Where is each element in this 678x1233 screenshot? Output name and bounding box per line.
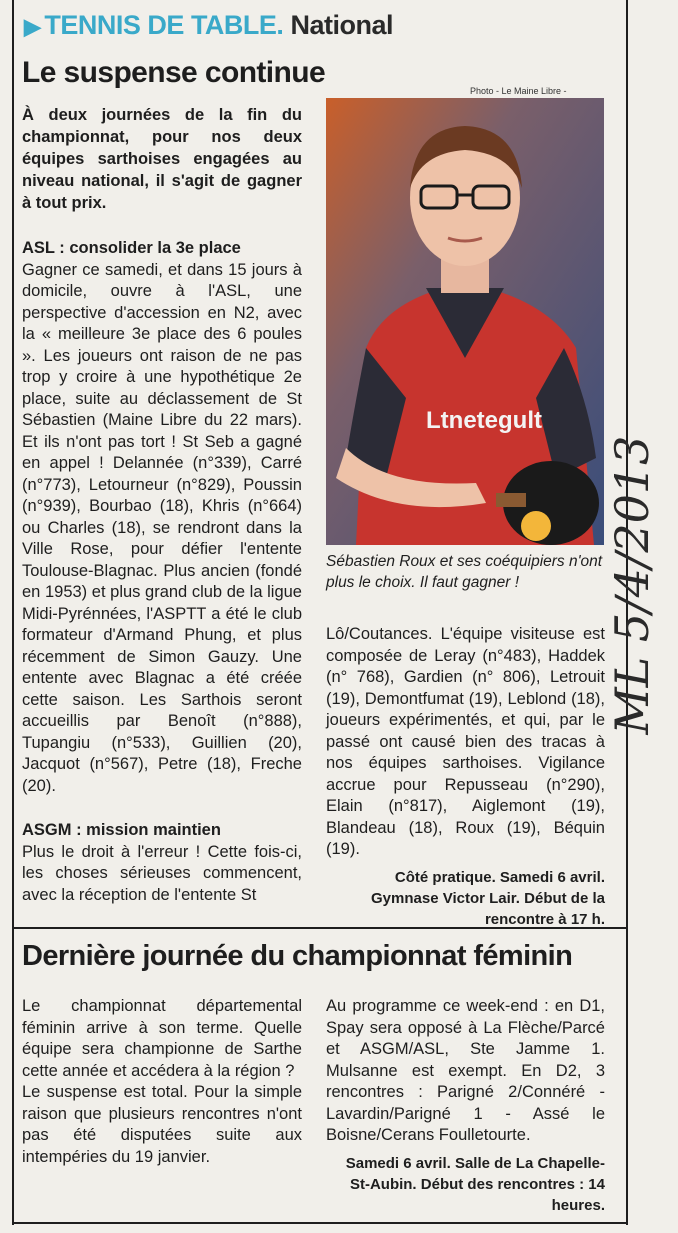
asl-body: Gagner ce samedi, et dans 15 jours à domicile, ouvre à l'ASL, une perspective d'accession en N2, avec la « meilleure 3e place des 6 poules ». Les joueurs ont raison de ne pas trop y croire à une hypothétique 2e place, suite au déclassement de St Sébastien (Maine Libre du 22 mars). Et ils n'ont pas tort ! St Seb a gagné en appel ! Delannée (n°339), Carré (n°773), Letourneur (n°829), Poussin (n°939), Bourbao (18), Khris (n°664) ou Charles (18), se rendront dans la Ville Rose, pour défier l'entente Toulouse-Blagnac. Plus ancien (fondé en 1953) et plus grand club de la ligue Midi-Pyrénnées, l'ASPTT a été le club formateur d'Armand Phung, et plus récemment de Simon Gauzy. Une entente avec Blagnac a été créée cette saison. Les Sarthois seront accueillis par Benoît (n°888), Tupangiu (n°533), Guillien (20), Jacquot (n°567), Petre (18), Freche (20). (22, 260, 302, 795)
photo-credit: Photo - Le Maine Libre - (470, 86, 567, 96)
feminin-right-column (326, 996, 605, 1216)
section-kicker (24, 10, 393, 41)
article-headline: Le suspense continue (22, 56, 326, 89)
asgm-section (22, 820, 302, 906)
shirt-sponsor-text: Ltnetegult (426, 407, 542, 434)
right-column-body: Lô/Coutances. L'équipe visiteuse est composée de Leray (n°483), Haddek (n° 768), Gardien (n° 806), Letrouit (19), Demontfumat (19), Leblond (18), joueurs expérimentés, et qui, par le passé ont causé bien des tracas à nos équipes sarthoises. Vigilance accrue pour Repusseau (n°290), Elain (n°817), Aiglemont (19), Blandeau (18), Roux (19), Béquin (19). (326, 625, 605, 858)
section-title: TENNIS DE TABLE. (44, 10, 284, 40)
player-photo (326, 98, 604, 545)
feminin-left-para2: Le suspense est total. Pour la simple raison que plusieurs rencontres n'ont pas été disputées suite aux intempéries du 19 janvier. (22, 1083, 302, 1166)
right-column (326, 624, 605, 930)
section-divider (14, 927, 628, 929)
article-lead: À deux journées de la fin du championnat, pour nos deux équipes sarthoises engagées au niveau national, il s'agit de gagner à tout prix. (22, 106, 302, 212)
feminin-left-para1: Le championnat départemental féminin arrive à son terme. Quelle équipe sera championne de Sarthe cette année et accédera à la région ? (22, 997, 302, 1080)
triangle-icon: ▶ (24, 14, 41, 39)
feminin-right-body: Au programme ce week-end : en D1, Spay sera opposé à La Flèche/Parcé et ASGM/ASL, Ste Jamme 1. Mulsanne est exempt. En D2, 3 rencontres : Parigné 2/Connéré - Lavardin/Parigné 1 - Assé le Boisne/Cerans Foulletourte. (326, 997, 605, 1144)
player-illustration (326, 98, 604, 545)
handwritten-date: ML 5/4/2013 (605, 435, 659, 735)
asl-heading: ASL : consolider la 3e place (22, 239, 241, 257)
asgm-heading: ASGM : mission maintien (22, 821, 221, 839)
asl-section (22, 238, 302, 797)
feminin-practical: Samedi 6 avril. Salle de La Chapelle-St-Aubin. Début des rencontres : 14 heures. (345, 1154, 605, 1214)
handwritten-annotation (596, 420, 676, 750)
asgm-body: Plus le droit à l'erreur ! Cette fois-ci, les choses sérieuses commencent, avec la réception de l'entente St (22, 842, 302, 904)
bottom-border (14, 1222, 628, 1224)
feminin-left-column (22, 996, 302, 1168)
section-subtitle: National (290, 10, 393, 40)
feminin-headline: Dernière journée du championnat féminin (22, 940, 573, 972)
left-border (12, 0, 14, 1225)
photo-caption: Sébastien Roux et ses coéquipiers n'ont plus le choix. Il faut gagner ! (326, 553, 603, 591)
practical-info: Côté pratique. Samedi 6 avril. Gymnase Victor Lair. Début de la rencontre à 17 h. (371, 868, 605, 928)
